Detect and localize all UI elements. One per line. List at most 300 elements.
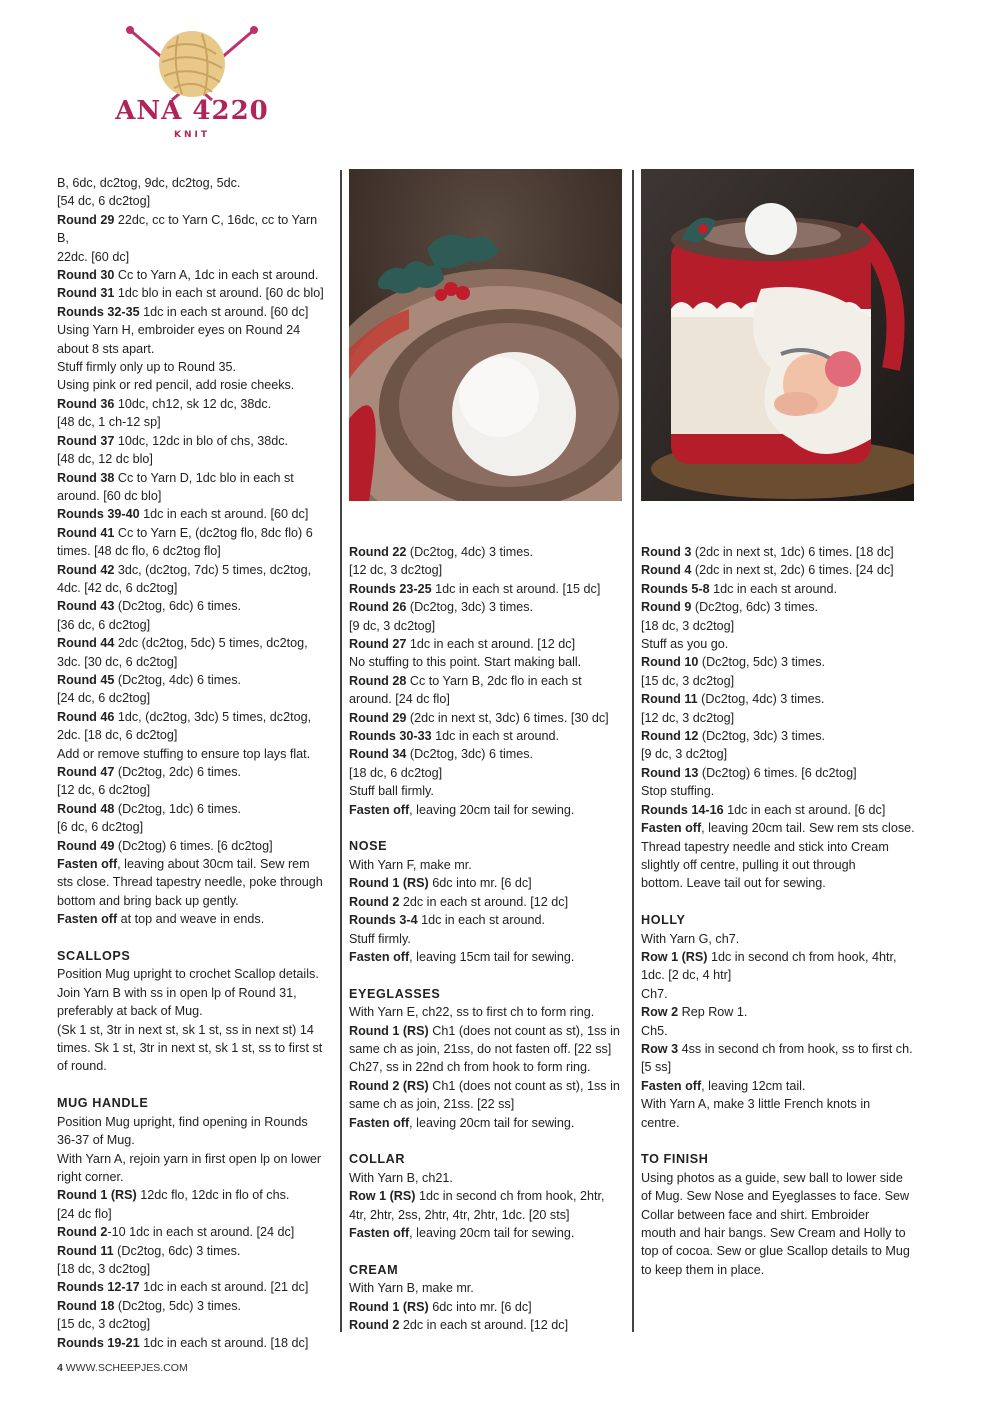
pattern-line <box>349 1077 624 1095</box>
instruction-label: Round 29 <box>57 212 115 227</box>
instruction-text: [48 dc, 1 ch-12 sp] <box>57 415 161 430</box>
pattern-line <box>57 358 332 376</box>
pattern-line <box>349 617 624 635</box>
instruction-label: Round 46 <box>57 709 115 724</box>
pattern-line <box>349 801 624 819</box>
instruction-label: Round 9 <box>641 600 692 615</box>
instruction-text: top of cocoa. Sew or glue Scallop details to Mug <box>641 1244 910 1259</box>
instruction-label: Round 44 <box>57 636 115 651</box>
instruction-text: [18 dc, 6 dc2tog] <box>349 765 443 780</box>
instruction-text: around. [60 dc blo] <box>57 488 162 503</box>
instruction-label: Round 42 <box>57 562 115 577</box>
instruction-text: [54 dc, 6 dc2tog] <box>57 194 151 209</box>
pattern-line <box>641 1114 916 1132</box>
instruction-text: With Yarn A, make 3 little French knots in <box>641 1097 871 1112</box>
section-heading: SCALLOPS <box>57 949 131 964</box>
pattern-line <box>57 469 332 487</box>
pattern-line <box>57 689 332 707</box>
instruction-text: 4tr, 2htr, 2ss, 2htr, 4tr, 2htr, 1dc. [20 sts] <box>349 1207 570 1222</box>
instruction-text: Using photos as a guide, sew ball to lower side <box>641 1170 903 1185</box>
instruction-text: sts close. Thread tapestry needle, poke through <box>57 875 323 890</box>
instruction-text: [9 dc, 3 dc2tog] <box>641 747 728 762</box>
pattern-line <box>57 303 332 321</box>
instruction-text: [36 dc, 6 dc2tog] <box>57 617 151 632</box>
pattern-line <box>349 1316 624 1334</box>
pattern-line <box>641 1003 916 1021</box>
pattern-line <box>641 782 916 800</box>
instruction-text: With Yarn A, rejoin yarn in first open lp on lower <box>57 1151 322 1166</box>
instruction-text: Stop stuffing. <box>641 784 715 799</box>
instruction-text: of round. <box>57 1059 107 1074</box>
instruction-text: times. Sk 1 st, 3tr in next st, sk 1 st, ss to first st <box>57 1041 323 1056</box>
instruction-label: Round 2 (RS) <box>349 1078 429 1093</box>
pattern-line <box>57 745 332 763</box>
instruction-text: 3dc. [30 dc, 6 dc2tog] <box>57 654 178 669</box>
pattern-line <box>641 727 916 745</box>
instruction-text: 10dc, ch12, sk 12 dc, 38dc. <box>114 396 272 411</box>
section-heading: EYEGLASSES <box>349 986 441 1001</box>
instruction-text: (Dc2tog, 4dc) 3 times. <box>697 692 825 707</box>
pattern-line <box>57 616 332 634</box>
instruction-text: 22dc, cc to Yarn C, 16dc, cc to Yarn B, <box>57 212 318 246</box>
instruction-text: With Yarn E, ch22, ss to first ch to form ring. <box>349 1005 595 1020</box>
instruction-text: -10 1dc in each st around. [24 dc] <box>107 1225 295 1240</box>
instruction-text: around. [24 dc flo] <box>349 692 450 707</box>
pattern-line <box>57 432 332 450</box>
pattern-line <box>349 856 624 874</box>
pattern-line <box>57 505 332 523</box>
instruction-text: Cc to Yarn A, 1dc in each st around. <box>114 268 319 283</box>
brand-logo <box>112 18 272 148</box>
instruction-text: Cc to Yarn D, 1dc blo in each st <box>114 470 294 485</box>
pattern-line <box>641 930 916 948</box>
instruction-label: Round 13 <box>641 765 699 780</box>
instruction-text: (Dc2tog, 1dc) 6 times. <box>114 801 242 816</box>
instruction-text: (2dc in next st, 2dc) 6 times. [24 dc] <box>691 563 894 578</box>
instruction-label: Round 45 <box>57 672 115 687</box>
instruction-text: Position Mug upright to crochet Scallop details. <box>57 967 319 982</box>
pattern-line <box>57 653 332 671</box>
pattern-line <box>57 1260 332 1278</box>
pattern-line <box>349 930 624 948</box>
instruction-text: preferably at back of Mug. <box>57 1004 203 1019</box>
pattern-line <box>349 745 624 763</box>
pattern-line <box>641 1058 916 1076</box>
logo-subtitle: KNIT <box>174 130 210 140</box>
instruction-label: Row 1 (RS) <box>349 1189 416 1204</box>
instruction-text: With Yarn B, make mr. <box>349 1281 474 1296</box>
pattern-line <box>641 1261 916 1279</box>
instruction-text: (Dc2tog, 5dc) 3 times. <box>698 655 826 670</box>
instruction-text: 2dc (dc2tog, 5dc) 5 times, dc2tog, <box>114 636 308 651</box>
pattern-line <box>57 413 332 431</box>
instruction-text: 22dc. [60 dc] <box>57 249 130 264</box>
page-footer <box>57 1362 188 1374</box>
instruction-text: 1dc in each st around. [12 dc] <box>406 637 576 652</box>
instruction-label: Fasten off <box>641 821 702 836</box>
pattern-line <box>349 1279 624 1297</box>
instruction-text: , leaving 15cm tail for sewing. <box>409 949 575 964</box>
instruction-text: 1dc in each st around. <box>417 913 545 928</box>
instruction-text: , leaving 20cm tail for sewing. <box>409 1115 575 1130</box>
pattern-line <box>641 543 916 561</box>
instruction-text: Ch27, ss in 22nd ch from hook to form ring. <box>349 1060 591 1075</box>
instruction-text: 2dc in each st around. [12 dc] <box>399 1318 569 1332</box>
pattern-line <box>641 690 916 708</box>
instruction-label: Fasten off <box>349 802 410 817</box>
instruction-text: (Dc2tog, 2dc) 6 times. <box>114 765 242 779</box>
instruction-text: (2dc in next st, 1dc) 6 times. [18 dc] <box>691 545 894 559</box>
column-3 <box>641 543 916 1279</box>
pattern-line <box>641 1187 916 1205</box>
pattern-line <box>57 726 332 744</box>
instruction-text: Ch7. <box>641 986 668 1001</box>
instruction-text: 1dc in each st around. [60 dc] <box>139 304 309 319</box>
instruction-text: With Yarn F, make mr. <box>349 857 472 872</box>
instruction-text: 4dc. [42 dc, 6 dc2tog] <box>57 580 178 595</box>
instruction-text: (Dc2tog, 4dc) 3 times. <box>406 545 534 559</box>
instruction-label: Fasten off <box>349 1225 410 1240</box>
instruction-text: 12dc flo, 12dc in flo of chs. <box>136 1188 290 1203</box>
pattern-line <box>349 911 624 929</box>
instruction-text: [24 dc flo] <box>57 1206 112 1221</box>
instruction-label: Round 10 <box>641 655 699 670</box>
instruction-text: With Yarn B, ch21. <box>349 1170 453 1185</box>
instruction-text: [24 dc, 6 dc2tog] <box>57 691 151 706</box>
pattern-line <box>349 874 624 892</box>
instruction-text: 2dc in each st around. [12 dc] <box>399 894 569 909</box>
instruction-text: With Yarn G, ch7. <box>641 931 740 946</box>
pattern-line <box>57 248 332 266</box>
pattern-line <box>641 653 916 671</box>
section-heading: NOSE <box>349 839 388 854</box>
pattern-line <box>57 1205 332 1223</box>
pattern-line <box>349 764 624 782</box>
instruction-text: B, 6dc, dc2tog, 9dc, dc2tog, 5dc. <box>57 176 241 190</box>
pattern-line <box>57 1334 332 1352</box>
instruction-text: Using pink or red pencil, add rosie cheeks. <box>57 378 295 393</box>
instruction-text: (Dc2tog) 6 times. [6 dc2tog] <box>114 838 273 853</box>
instruction-label: Fasten off <box>57 857 118 872</box>
instruction-text: (Dc2tog, 6dc) 3 times. <box>691 600 819 615</box>
pattern-line <box>349 1206 624 1224</box>
instruction-text: [9 dc, 3 dc2tog] <box>349 618 436 633</box>
instruction-text: , leaving 20cm tail for sewing. <box>409 802 575 817</box>
pattern-line <box>641 1022 916 1040</box>
pattern-line <box>349 893 624 911</box>
pattern-line <box>349 709 624 727</box>
instruction-text: 2dc. [18 dc, 6 dc2tog] <box>57 728 178 743</box>
instruction-label: Round 34 <box>349 747 407 762</box>
instruction-label: Round 28 <box>349 673 407 688</box>
pattern-line <box>57 542 332 560</box>
pattern-line <box>641 838 916 856</box>
pattern-line <box>57 1002 332 1020</box>
instruction-text: 1dc in each st around. [18 dc] <box>139 1335 309 1350</box>
instruction-text: Thread tapestry needle and stick into Cream <box>641 839 889 854</box>
instruction-label: Row 2 <box>641 1005 679 1020</box>
instruction-label: Fasten off <box>349 1115 410 1130</box>
instruction-text: [12 dc, 3 dc2tog] <box>349 563 443 578</box>
pattern-line <box>57 837 332 855</box>
instruction-label: Rounds 39-40 <box>57 507 140 522</box>
instruction-text: 1dc in each st around. [15 dc] <box>431 581 601 596</box>
instruction-text: 1dc in second ch from hook, 2htr, <box>415 1189 605 1204</box>
pattern-line <box>57 266 332 284</box>
instruction-text: [15 dc, 3 dc2tog] <box>641 673 735 688</box>
instruction-text: 4ss in second ch from hook, ss to first ch. <box>678 1041 913 1056</box>
instruction-text: [5 ss] <box>641 1060 672 1075</box>
pattern-line <box>349 561 624 579</box>
pattern-line <box>57 763 332 781</box>
instruction-label: Round 31 <box>57 286 115 301</box>
instruction-text: 1dc in each st around. [60 dc] <box>139 507 309 522</box>
pattern-line <box>57 1057 332 1075</box>
pattern-line <box>641 874 916 892</box>
instruction-text: Stuff firmly only up to Round 35. <box>57 360 236 375</box>
pattern-line <box>349 1224 624 1242</box>
column-divider <box>340 170 342 1332</box>
logo-title: ANA 4220 <box>115 96 269 126</box>
pattern-line <box>57 818 332 836</box>
instruction-text: Position Mug upright, find opening in Rounds <box>57 1114 308 1129</box>
instruction-text: 1dc in each st around. [6 dc] <box>723 802 886 817</box>
pattern-line <box>349 690 624 708</box>
instruction-label: Round 1 (RS) <box>349 1023 429 1038</box>
instruction-text: [6 dc, 6 dc2tog] <box>57 820 144 835</box>
pattern-line <box>641 819 916 837</box>
pattern-line <box>349 1187 624 1205</box>
pattern-line <box>57 1186 332 1204</box>
pattern-line <box>57 965 332 983</box>
pattern-line <box>349 1298 624 1316</box>
pattern-line <box>349 1040 624 1058</box>
instruction-text: Stuff firmly. <box>349 931 411 946</box>
instruction-text: same ch as join, 21ss, do not fasten off. [22 ss] <box>349 1041 612 1056</box>
instruction-text: Join Yarn B with ss in open lp of Round 31, <box>57 985 297 1000</box>
column-1 <box>57 174 332 1352</box>
instruction-text: [18 dc, 3 dc2tog] <box>641 618 735 633</box>
pattern-line <box>349 580 624 598</box>
instruction-label: Row 1 (RS) <box>641 949 708 964</box>
instruction-text: Cc to Yarn E, (dc2tog flo, 8dc flo) 6 <box>114 525 313 540</box>
instruction-text: Rep Row 1. <box>678 1005 748 1020</box>
instruction-text: 36-37 of Mug. <box>57 1133 135 1148</box>
pattern-line <box>641 801 916 819</box>
instruction-text: Stuff as you go. <box>641 637 729 652</box>
instruction-label: Fasten off <box>57 912 118 927</box>
instruction-label: Round 1 (RS) <box>349 1299 429 1314</box>
pattern-line <box>57 1113 332 1131</box>
pattern-line <box>349 948 624 966</box>
instruction-label: Round 29 <box>349 710 407 725</box>
instruction-text: at top and weave in ends. <box>117 912 265 927</box>
instruction-label: Rounds 32-35 <box>57 304 140 319</box>
pattern-line <box>349 782 624 800</box>
pattern-line <box>641 709 916 727</box>
pattern-line <box>57 174 332 192</box>
pattern-line <box>57 321 332 339</box>
column-divider <box>632 170 634 1332</box>
instruction-label: Round 3 <box>641 545 692 559</box>
pattern-line <box>349 653 624 671</box>
instruction-label: Round 41 <box>57 525 115 540</box>
instruction-text: bottom. Leave tail out for sewing. <box>641 876 826 891</box>
pattern-line <box>57 561 332 579</box>
footer-website: WWW.SCHEEPJES.COM <box>65 1362 188 1374</box>
instruction-text: (Dc2tog, 3dc) 3 times. <box>406 600 534 615</box>
instruction-label: Round 11 <box>57 1243 114 1258</box>
instruction-label: Round 37 <box>57 433 115 448</box>
instruction-text: about 8 sts apart. <box>57 341 155 356</box>
pattern-line <box>641 745 916 763</box>
pattern-line <box>641 1077 916 1095</box>
pattern-line <box>57 1242 332 1260</box>
instruction-label: Round 2 <box>57 1225 108 1240</box>
instruction-text: , leaving 20cm tail. Sew rem sts close. <box>701 821 915 836</box>
page-number: 4 <box>57 1362 63 1374</box>
instruction-label: Round 12 <box>641 729 699 744</box>
instruction-text: Stuff ball firmly. <box>349 784 434 799</box>
pattern-line <box>349 598 624 616</box>
pattern-line <box>349 1022 624 1040</box>
instruction-text: Ch5. <box>641 1023 668 1038</box>
instruction-text: 1dc. [2 dc, 4 htr] <box>641 968 732 983</box>
pattern-line <box>57 634 332 652</box>
instruction-label: Fasten off <box>349 949 410 964</box>
pattern-line <box>57 395 332 413</box>
instruction-text: , leaving 12cm tail. <box>701 1078 806 1093</box>
instruction-text: 1dc blo in each st around. [60 dc blo] <box>114 286 324 301</box>
pattern-line <box>57 597 332 615</box>
instruction-text: (2dc in next st, 3dc) 6 times. [30 dc] <box>406 710 609 725</box>
instruction-text: (Dc2tog, 3dc) 6 times. <box>406 747 534 762</box>
instruction-label: Rounds 19-21 <box>57 1335 140 1350</box>
instruction-label: Rounds 30-33 <box>349 729 432 744</box>
instruction-label: Round 1 (RS) <box>57 1188 137 1203</box>
pattern-line <box>57 487 332 505</box>
pattern-line <box>641 856 916 874</box>
pattern-line <box>349 672 624 690</box>
instruction-text: (Sk 1 st, 3tr in next st, sk 1 st, ss in next st) 14 <box>57 1022 314 1037</box>
instruction-text: 1dc in second ch from hook, 4htr, <box>707 949 897 964</box>
instruction-label: Rounds 23-25 <box>349 581 432 596</box>
pattern-line <box>57 284 332 302</box>
instruction-label: Round 1 (RS) <box>349 876 429 891</box>
instruction-label: Round 26 <box>349 600 407 615</box>
instruction-label: Round 48 <box>57 801 115 816</box>
pattern-line <box>641 617 916 635</box>
pattern-line <box>641 1040 916 1058</box>
instruction-label: Round 30 <box>57 268 115 283</box>
instruction-text: 6dc into mr. [6 dc] <box>428 876 532 891</box>
instruction-text: [15 dc, 3 dc2tog] <box>57 1317 151 1332</box>
pattern-line <box>641 966 916 984</box>
instruction-text: (Dc2tog, 6dc) 6 times. <box>114 599 242 614</box>
pattern-line <box>349 727 624 745</box>
instruction-label: Fasten off <box>641 1078 702 1093</box>
instruction-text: 10dc, 12dc in blo of chs, 38dc. <box>114 433 289 448</box>
instruction-text: [48 dc, 12 dc blo] <box>57 452 153 467</box>
instruction-text: (Dc2tog, 6dc) 3 times. <box>113 1243 241 1258</box>
section-heading: CREAM <box>349 1262 399 1277</box>
pattern-line <box>57 1315 332 1333</box>
pattern-line <box>57 892 332 910</box>
instruction-text: Cc to Yarn B, 2dc flo in each st <box>406 673 582 688</box>
pattern-line <box>57 211 332 248</box>
section-heading: HOLLY <box>641 913 686 928</box>
instruction-text: [18 dc, 3 dc2tog] <box>57 1261 151 1276</box>
pattern-line <box>641 635 916 653</box>
instruction-label: Rounds 3-4 <box>349 913 418 928</box>
yarn-ball-icon <box>112 18 272 148</box>
pattern-line <box>57 524 332 542</box>
instruction-text: (Dc2tog, 4dc) 6 times. <box>114 672 242 687</box>
instruction-text: [12 dc, 3 dc2tog] <box>641 710 735 725</box>
pattern-line <box>57 340 332 358</box>
pattern-line <box>57 376 332 394</box>
pattern-line <box>641 985 916 1003</box>
instruction-text: No stuffing to this point. Start making ball. <box>349 655 582 670</box>
instruction-label: Round 43 <box>57 599 115 614</box>
instruction-text: 1dc in each st around. [21 dc] <box>139 1280 309 1295</box>
pattern-line <box>641 764 916 782</box>
pattern-line <box>349 1169 624 1187</box>
instruction-text: Ch1 (does not count as st), 1ss in <box>428 1023 620 1038</box>
pattern-line <box>641 598 916 616</box>
pattern-line <box>57 855 332 873</box>
pattern-line <box>57 192 332 210</box>
instruction-text: to keep them in place. <box>641 1262 765 1277</box>
pattern-line <box>57 781 332 799</box>
instruction-text: of Mug. Sew Nose and Eyeglasses to face. Sew <box>641 1189 910 1204</box>
instruction-label: Rounds 14-16 <box>641 802 724 817</box>
instruction-label: Rounds 5-8 <box>641 581 710 596</box>
column-2 <box>349 543 624 1334</box>
pattern-line <box>641 1169 916 1187</box>
instruction-text: 1dc in each st around. <box>431 729 560 744</box>
instruction-text: , leaving 20cm tail for sewing. <box>409 1225 575 1240</box>
photo-mug-top <box>349 169 622 501</box>
pattern-line <box>57 1131 332 1149</box>
pattern-line <box>641 1206 916 1224</box>
pattern-line <box>349 1003 624 1021</box>
pattern-line <box>57 1150 332 1168</box>
instruction-label: Round 4 <box>641 563 692 578</box>
instruction-text: mouth and hair bangs. Sew Cream and Holly to <box>641 1226 906 1240</box>
instruction-label: Round 11 <box>641 692 698 707</box>
pattern-line <box>349 635 624 653</box>
pattern-line <box>641 1242 916 1260</box>
instruction-text: (Dc2tog, 3dc) 3 times. <box>698 729 826 744</box>
instruction-label: Round 2 <box>349 1318 400 1332</box>
instruction-text: 1dc in each st around. <box>709 581 837 596</box>
instruction-text: 3dc, (dc2tog, 7dc) 5 times, dc2tog, <box>114 562 312 577</box>
photo-mug-side <box>641 169 914 501</box>
pattern-line <box>57 1278 332 1296</box>
instruction-label: Rounds 12-17 <box>57 1280 140 1295</box>
instruction-label: Round 22 <box>349 545 407 559</box>
instruction-text: Collar between face and shirt. Embroider <box>641 1207 870 1222</box>
pattern-line <box>57 800 332 818</box>
instruction-text: Ch1 (does not count as st), 1ss in <box>428 1078 620 1093</box>
instruction-text: times. [48 dc flo, 6 dc2tog flo] <box>57 544 221 559</box>
instruction-text: [12 dc, 6 dc2tog] <box>57 783 151 798</box>
pattern-line <box>57 873 332 891</box>
pattern-line <box>57 910 332 928</box>
instruction-text: , leaving about 30cm tail. Sew rem <box>117 857 310 872</box>
instruction-text: right corner. <box>57 1169 124 1184</box>
